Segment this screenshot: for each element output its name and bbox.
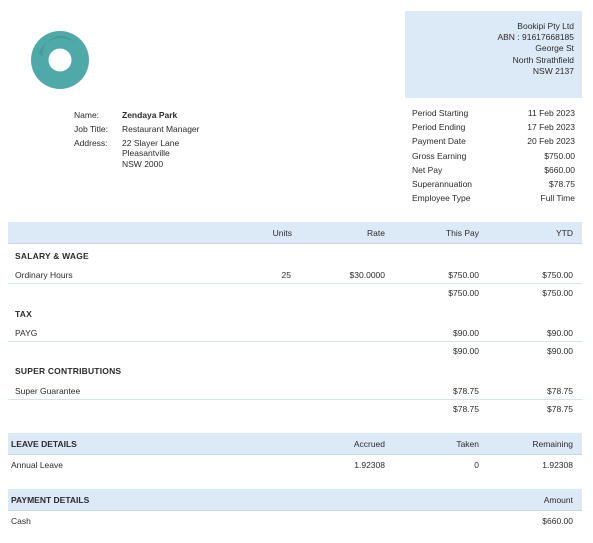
pay-period-summary	[412, 106, 575, 205]
super-total-this-pay: $78.75	[453, 404, 479, 414]
employee-name: Zendaya Park	[122, 110, 178, 120]
name-label: Name:	[74, 110, 100, 120]
salary-total-ytd: $750.00	[542, 288, 573, 298]
period-value: $660.00	[544, 164, 575, 175]
period-value: 11 Feb 2023	[527, 108, 575, 118]
employee-job: Restaurant Manager	[122, 124, 200, 134]
row-divider	[8, 283, 582, 284]
period-value: $750.00	[544, 150, 575, 161]
period-value: Full Time	[540, 193, 575, 204]
period-label: Superannuation	[412, 178, 473, 189]
period-row	[412, 163, 575, 177]
period-value: 17 Feb 2023	[527, 122, 575, 133]
period-row	[412, 177, 575, 191]
employee-address	[122, 136, 179, 169]
super-total-ytd: $78.75	[547, 404, 573, 414]
period-label: Employee Type	[412, 193, 471, 204]
tax-this-pay: $90.00	[453, 328, 479, 338]
super-label: Super Guarantee	[15, 386, 81, 396]
period-value: $78.75	[549, 178, 575, 189]
period-label: Gross Earning	[412, 150, 467, 161]
ytd-header: YTD	[556, 228, 573, 238]
company-abn: ABN : 91617668185	[497, 32, 574, 43]
earning-units: 25	[281, 270, 291, 280]
address-label: Address:	[74, 138, 108, 148]
company-name: Bookipi Pty Ltd	[517, 21, 574, 31]
leave-header	[8, 433, 582, 455]
tax-total-this-pay: $90.00	[453, 346, 479, 356]
period-row	[412, 191, 575, 205]
remaining-header: Remaining	[532, 439, 573, 449]
this-pay-header: This Pay	[445, 228, 479, 238]
address-line: 22 Slayer Lane	[122, 138, 180, 148]
period-row	[412, 120, 575, 134]
leave-taken: 0	[474, 460, 479, 470]
payment-method: Cash	[11, 516, 31, 526]
tax-section-title: TAX	[15, 309, 32, 319]
period-label: Payment Date	[412, 136, 466, 147]
period-row	[412, 149, 575, 163]
period-value: 20 Feb 2023	[527, 136, 575, 147]
period-row	[412, 106, 575, 120]
earning-rate: $30.0000	[349, 270, 385, 280]
period-row	[412, 134, 575, 148]
company-street: George St	[535, 43, 574, 54]
earnings-header	[8, 222, 582, 244]
tax-label: PAYG	[15, 328, 38, 338]
company-state: NSW 2137	[532, 65, 574, 76]
units-header: Units	[272, 228, 292, 238]
salary-section-title: SALARY & WAGE	[15, 251, 89, 261]
super-ytd: $78.75	[547, 386, 573, 396]
company-suburb: North Strathfield	[512, 54, 574, 65]
rate-header: Rate	[367, 228, 385, 238]
row-divider	[8, 341, 582, 342]
tax-total-ytd: $90.00	[547, 346, 573, 356]
period-label: Period Starting	[412, 108, 469, 118]
earning-label: Ordinary Hours	[15, 270, 73, 280]
address-line: NSW 2000	[122, 158, 164, 169]
salary-total-this-pay: $750.00	[448, 288, 479, 298]
period-label: Net Pay	[412, 164, 443, 175]
leave-label: Annual Leave	[11, 460, 63, 470]
accrued-header: Accrued	[353, 439, 385, 449]
earning-this-pay: $750.00	[448, 270, 479, 280]
period-label: Period Ending	[412, 122, 466, 133]
amount-header: Amount	[543, 495, 573, 505]
tax-ytd: $90.00	[547, 328, 573, 338]
leave-accrued: 1.92308	[354, 460, 385, 470]
leave-title: LEAVE DETAILS	[11, 439, 77, 449]
super-section-title: SUPER CONTRIBUTIONS	[15, 366, 122, 376]
address-line: Pleasantville	[122, 148, 170, 159]
row-divider	[8, 399, 582, 400]
payment-title: PAYMENT DETAILS	[11, 495, 90, 505]
job-label: Job Title:	[74, 124, 109, 134]
company-logo	[31, 31, 89, 89]
company-info	[405, 11, 582, 98]
leave-remaining: 1.92308	[542, 460, 573, 470]
payment-amount: $660.00	[542, 516, 573, 526]
super-this-pay: $78.75	[453, 386, 479, 396]
payment-header	[8, 489, 582, 511]
taken-header: Taken	[456, 439, 479, 449]
earning-ytd: $750.00	[542, 270, 573, 280]
